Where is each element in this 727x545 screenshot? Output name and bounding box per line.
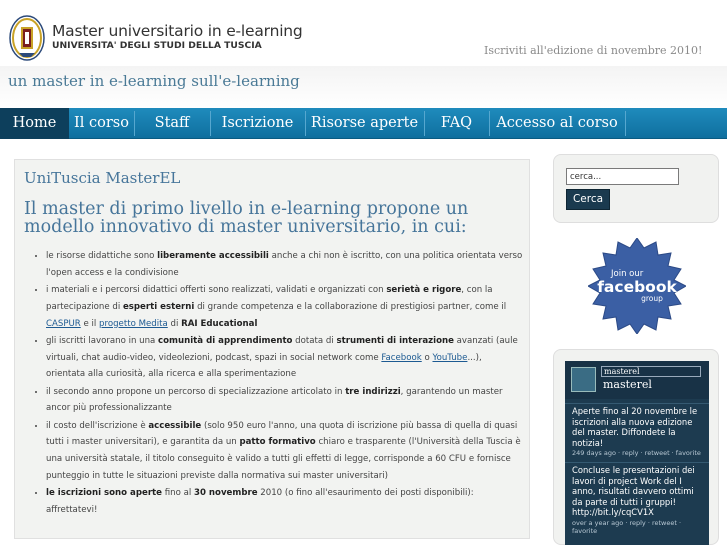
search-input[interactable] <box>566 168 679 185</box>
tweet-meta[interactable]: 249 days ago · reply · retweet · favorite <box>572 449 701 457</box>
text: (solo 950 euro l'anno, una quota di iscrizione più bassa di quella di quasi tutti i master universitari), e garantita da un <box>46 420 518 448</box>
list-item <box>46 485 523 519</box>
text: fino al <box>162 488 194 499</box>
logo-subtitle: UNIVERSITA' DEGLI STUDI DELLA TUSCIA <box>52 40 262 51</box>
tweet <box>565 462 709 537</box>
twitter-name[interactable]: masterel <box>603 378 652 391</box>
bold-text: 30 novembre <box>193 488 258 499</box>
text: , garantendo un master ancor più professionalizzante <box>46 386 503 414</box>
twitter-handle[interactable]: masterel <box>601 366 701 377</box>
search-panel <box>553 154 719 223</box>
tweet-text: Aperte fino al 20 novembre le iscrizioni alla nuova edizione del master. Diffondete la notizia! <box>572 406 698 448</box>
text: dotata di <box>292 335 337 346</box>
nav-item-faq[interactable]: FAQ <box>440 115 473 131</box>
logo-title[interactable]: Master universitario in e-learning <box>52 22 303 40</box>
list-item <box>46 384 523 418</box>
text: il costo dell'iscrizione è <box>46 420 149 431</box>
feature-list <box>33 248 523 519</box>
nav-item-risorse-aperte[interactable]: Risorse aperte <box>310 115 419 131</box>
list-item <box>46 282 523 332</box>
site-tagline: un master in e-learning sull'e-learning <box>8 72 300 90</box>
twitter-widget <box>565 361 709 545</box>
bold-text: liberamente accessibili <box>157 251 269 261</box>
badge-line1: Join our <box>611 269 644 279</box>
text: ...), orientata alla curiosità, alla ricerca e alla sperimentazione <box>46 352 482 380</box>
bold-text: le iscrizioni sono aperte <box>46 488 162 499</box>
bold-text: RAI Educational <box>181 318 258 329</box>
bold-text: comunità di apprendimento <box>158 335 293 346</box>
youtube-link[interactable]: YouTube <box>432 352 468 363</box>
twitter-panel <box>553 349 719 545</box>
text: avanzati (aule virtuali, chat audio-video, videolezioni, podcast, spazi in social network come <box>46 335 518 363</box>
bold-text: esperti esterni <box>122 301 195 312</box>
bold-text: serietà e rigore <box>386 284 462 295</box>
text: gli iscritti lavorano in una <box>46 335 159 346</box>
list-item <box>46 418 523 485</box>
bold-text: patto formativo <box>239 437 316 448</box>
text: di <box>167 318 182 329</box>
text: e il <box>80 318 100 329</box>
facebook-group-badge[interactable] <box>588 238 686 334</box>
page-subtitle: Il master di primo livello in e-learning propone un modello innovativo di master universitario, in cui: <box>24 199 469 237</box>
text: 2010 (o fino all'esaurimento dei posti disponibili): affrettatevi! <box>46 488 474 515</box>
nav-item-accesso-al-corso[interactable]: Accesso al corso <box>496 115 618 131</box>
facebook-link[interactable]: Facebook <box>381 352 422 363</box>
tweet-text: Concluse le presentazioni dei lavori di project Work del I anno, risultati davvero ottimi da parte di tutti i gruppi! http://bit.ly/cqCV1X <box>572 465 695 517</box>
caspur-link[interactable]: CASPUR <box>46 318 81 329</box>
nav-item-home[interactable]: Home <box>0 108 69 139</box>
text: chiaro e trasparente (l'Università della Tuscia è una università statale, il titolo conseguito è valido a tutti gli effetti di legge, corrisponde a 60 CFU e fornisce punteggio in tutte le situazioni previste dalla normativa sui master universitari) <box>46 437 521 481</box>
text: o <box>421 352 433 363</box>
search-button[interactable]: Cerca <box>566 189 610 210</box>
site-header <box>0 0 727 66</box>
text: , con la partecipazione di <box>46 284 493 312</box>
main-content <box>14 159 530 539</box>
text: di grande competenza e la collaborazione di prestigiosi partner, come il <box>194 301 507 312</box>
bold-text: accessibile <box>148 420 202 431</box>
avatar[interactable] <box>571 367 596 392</box>
bold-text: tre indirizzi <box>345 386 401 397</box>
page-title: UniTuscia MasterEL <box>24 169 181 187</box>
twitter-header <box>565 361 709 399</box>
main-nav <box>0 108 727 139</box>
nav-separator <box>625 111 626 136</box>
tweet-meta[interactable]: over a year ago · reply · retweet · favorite <box>572 518 682 535</box>
text: il secondo anno propone un percorso di specializzazione articolato in <box>46 386 346 397</box>
badge-line2: facebook <box>597 278 677 296</box>
list-item <box>46 248 523 282</box>
nav-item-il-corso[interactable]: Il corso <box>74 115 129 131</box>
university-seal-icon[interactable] <box>9 15 45 61</box>
nav-item-iscrizione[interactable]: Iscrizione <box>221 115 294 131</box>
text: le risorse didattiche sono <box>46 251 158 261</box>
text: anche a chi non è iscritto, con una politica orientata verso l'open access e la condivisione <box>46 251 523 278</box>
nav-item-staff[interactable]: Staff <box>154 115 190 131</box>
list-item <box>46 333 523 383</box>
bold-text: strumenti di interazione <box>336 335 454 346</box>
text: i materiali e i percorsi didattici offerti sono realizzati, validati e organizzati con <box>46 284 387 295</box>
progetto-medita-link[interactable]: progetto Medita <box>99 318 168 329</box>
badge-line3: group <box>641 294 663 303</box>
enroll-note[interactable]: Iscriviti all'edizione di novembre 2010! <box>484 44 703 57</box>
tweet <box>565 403 709 459</box>
